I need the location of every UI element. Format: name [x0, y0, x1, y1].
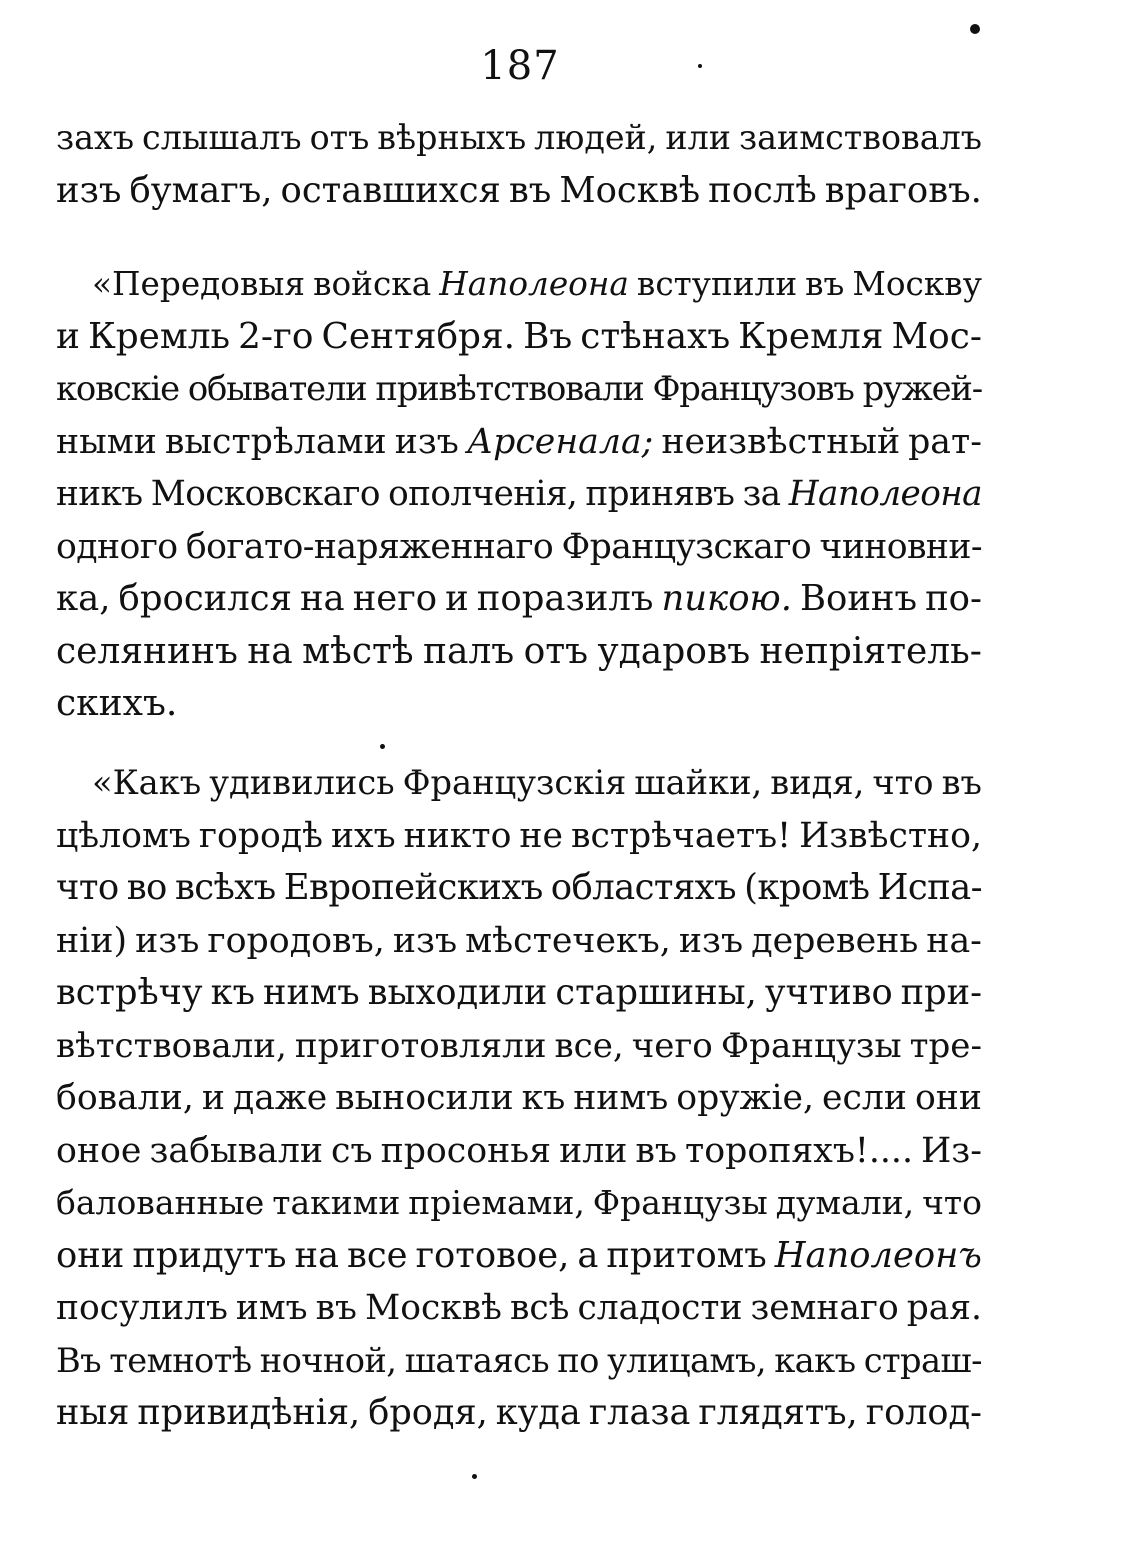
word: Испа- — [877, 867, 982, 908]
word: все, — [554, 1025, 624, 1066]
word: захъ — [56, 118, 135, 157]
word: такими — [272, 1183, 401, 1222]
word: цѣломъ — [56, 815, 191, 856]
word: приготовляли — [294, 1025, 547, 1066]
word: никто — [403, 815, 512, 856]
word: ными — [56, 421, 157, 462]
word: него — [352, 578, 438, 619]
text-line — [56, 468, 982, 521]
word: бросился — [118, 578, 292, 619]
text-line — [56, 810, 982, 863]
word: селянинъ — [56, 630, 238, 672]
word: на — [247, 630, 293, 672]
paragraph-3 — [56, 757, 982, 1440]
text-line — [56, 1177, 982, 1230]
word: Москву — [852, 265, 982, 303]
word: Из- — [921, 1130, 982, 1171]
word: привидѣнія, — [137, 1392, 361, 1433]
text-line — [56, 573, 982, 626]
word: неизвѣстный — [661, 421, 901, 462]
word: городовъ, — [207, 920, 385, 961]
word: «Передовыя — [92, 265, 306, 303]
word: Москвѣ — [559, 169, 701, 211]
word: имъ — [235, 1288, 308, 1328]
word: старшины, — [555, 972, 757, 1013]
word: улицамъ, — [607, 1340, 766, 1380]
word: бумагъ, — [129, 169, 273, 211]
word: они — [914, 1078, 982, 1118]
word: стѣнахъ — [580, 315, 731, 357]
word: притомъ — [606, 1234, 767, 1276]
word: (кромѣ — [744, 867, 870, 908]
word: ковскіе — [56, 369, 179, 408]
word: Французскія — [402, 763, 627, 802]
word: по- — [925, 578, 982, 619]
word: выносили — [335, 1078, 514, 1118]
word: оное — [56, 1130, 142, 1171]
word: посулилъ — [56, 1288, 228, 1328]
word: земнаго — [750, 1288, 899, 1328]
word: если — [822, 1078, 907, 1118]
text-line — [56, 311, 982, 364]
text-line — [56, 678, 982, 731]
word: тре- — [909, 1025, 982, 1066]
word: заимствовалъ — [738, 118, 982, 157]
word: на — [299, 578, 345, 619]
word: удивились — [209, 763, 395, 802]
word: встрѣчаетъ! — [570, 815, 792, 856]
word: въ — [941, 763, 982, 802]
word: въ — [508, 169, 552, 211]
word: какъ — [774, 1340, 856, 1380]
word: за — [742, 474, 781, 514]
word: Французскаго — [561, 526, 812, 567]
text-line — [56, 1282, 982, 1335]
word: или — [665, 118, 731, 157]
word: враговъ. — [824, 169, 982, 211]
word: въ — [635, 1130, 678, 1171]
word: придутъ — [132, 1234, 287, 1276]
word: съ — [331, 1130, 373, 1171]
word: учтиво — [764, 972, 893, 1013]
word: войска — [313, 265, 432, 303]
word: и — [201, 1078, 225, 1118]
word: вѣрныхъ — [377, 118, 527, 157]
word: оставшихся — [280, 169, 501, 211]
word: 2-го — [238, 315, 314, 357]
word: что — [56, 867, 119, 908]
word: видя, — [770, 763, 865, 802]
text-line — [56, 757, 982, 810]
word: людей, — [534, 118, 658, 157]
word: изъ — [678, 920, 744, 961]
word: скихъ. — [56, 683, 178, 724]
text-line — [56, 862, 982, 915]
word: во — [126, 867, 167, 908]
ink-speck — [472, 1474, 477, 1479]
ink-speck — [970, 24, 980, 34]
word: и — [445, 578, 469, 619]
word: Въ — [56, 1340, 101, 1380]
word: ружей- — [862, 369, 982, 408]
word: ночной, — [259, 1340, 397, 1380]
word: при- — [900, 972, 982, 1013]
text-line — [56, 521, 982, 574]
word: шатаясь — [404, 1340, 549, 1380]
word-italic: Арсенала; — [466, 421, 654, 462]
word: вѣтствовали, — [56, 1025, 287, 1066]
word-italic: Наполеонъ — [774, 1234, 982, 1276]
word: изъ — [56, 169, 122, 211]
word: непріятель- — [759, 630, 982, 672]
word: областяхъ — [550, 867, 736, 908]
word: всѣхъ — [174, 867, 276, 908]
word: чиновни- — [819, 526, 982, 567]
paragraph-1 — [56, 112, 982, 217]
word: въ — [315, 1288, 357, 1328]
word: всѣ — [509, 1288, 570, 1328]
word: не — [519, 815, 563, 856]
word: или — [559, 1130, 628, 1171]
text-line — [56, 416, 982, 469]
word: даже — [232, 1078, 328, 1118]
word: Сентября. — [321, 315, 516, 357]
word: все — [347, 1234, 408, 1276]
word: деревень — [751, 920, 919, 961]
word-italic: Наполеона — [788, 474, 982, 514]
word: Кремля — [738, 315, 884, 357]
word: встрѣчу — [56, 972, 203, 1013]
word: никъ — [56, 474, 143, 514]
word: пріемами, — [408, 1183, 585, 1222]
word: Французы — [720, 1025, 902, 1066]
word: ополченія, — [388, 474, 578, 514]
word: забывали — [149, 1130, 324, 1171]
word: ихъ — [331, 815, 396, 856]
word: глаза — [588, 1392, 691, 1433]
word: послѣ — [708, 169, 817, 211]
word: Извѣстно, — [799, 815, 982, 856]
word: одного — [56, 526, 178, 567]
word: торопяхъ!.... — [685, 1130, 913, 1171]
word: отъ — [309, 118, 370, 157]
text-line — [56, 363, 982, 416]
word: къ — [521, 1078, 566, 1118]
word: ныя — [56, 1392, 130, 1433]
word: мѣстѣ — [302, 630, 414, 672]
word: привѣтствовали — [375, 369, 644, 408]
word: по — [557, 1340, 599, 1380]
word: думали, — [775, 1183, 915, 1222]
word: Мос- — [891, 315, 982, 357]
word: выстрѣлами — [164, 421, 387, 462]
word: страш- — [863, 1340, 982, 1380]
text-line — [56, 112, 982, 165]
word: Французовъ — [652, 369, 854, 408]
word: просонья — [380, 1130, 552, 1171]
word: Европейскихъ — [283, 867, 543, 908]
text-line — [56, 165, 982, 218]
word: ка, — [56, 578, 111, 619]
word: что — [872, 763, 934, 802]
word: Въ — [523, 315, 573, 357]
word: Кремль — [87, 315, 231, 357]
word: изъ — [394, 421, 459, 462]
word: изъ — [135, 920, 200, 961]
word: рая. — [906, 1288, 982, 1328]
word: Москвѣ — [364, 1288, 502, 1328]
word: рат- — [908, 421, 982, 462]
ink-speck — [380, 744, 385, 749]
text-line — [56, 1020, 982, 1073]
word: поразилъ — [476, 578, 654, 619]
word: городѣ — [198, 815, 324, 856]
word: къ — [210, 972, 256, 1013]
word: принявъ — [585, 474, 735, 514]
word: глядятъ, — [698, 1392, 858, 1433]
word: оружіе, — [676, 1078, 815, 1118]
word: сладости — [577, 1288, 743, 1328]
ink-speck — [698, 64, 702, 68]
word: богато-наряженнаго — [185, 526, 554, 567]
text-line — [56, 915, 982, 968]
text-line — [56, 1335, 982, 1388]
word: палъ — [422, 630, 515, 672]
word: бовали, — [56, 1078, 194, 1118]
text-line — [56, 967, 982, 1020]
word: готовое, — [415, 1234, 570, 1276]
word: чего — [631, 1025, 713, 1066]
word: куда — [495, 1392, 581, 1433]
text-line — [56, 258, 982, 311]
word: и — [56, 315, 80, 357]
word: они — [56, 1234, 125, 1276]
word: Воинъ — [799, 578, 918, 619]
word: на- — [926, 920, 982, 961]
word: а — [577, 1234, 599, 1276]
word: изъ — [392, 920, 458, 961]
word: балованные — [56, 1183, 265, 1222]
word: что — [922, 1183, 982, 1222]
word: бродя, — [368, 1392, 488, 1433]
page-number: 187 — [480, 43, 560, 89]
paragraph-2 — [56, 258, 982, 731]
word: на — [294, 1234, 340, 1276]
word: «Какъ — [92, 763, 202, 802]
word: нимъ — [263, 972, 360, 1013]
word: голод- — [865, 1392, 982, 1433]
text-line — [56, 1230, 982, 1283]
word: темнотѣ — [109, 1340, 252, 1380]
word-italic: пикою. — [661, 578, 792, 619]
word: шайки, — [634, 763, 763, 802]
text-line — [56, 1125, 982, 1178]
text-line — [56, 1072, 982, 1125]
word: мѣстечекъ, — [465, 920, 671, 961]
word: въ — [805, 265, 845, 303]
word: обыватели — [187, 369, 367, 408]
word: Французы — [592, 1183, 768, 1222]
word: ударовъ — [597, 630, 751, 672]
text-line — [56, 626, 982, 679]
word: отъ — [523, 630, 589, 672]
word-italic: Наполеона — [439, 265, 629, 303]
word: слышалъ — [142, 118, 302, 157]
text-line — [56, 1387, 982, 1440]
word: нимъ — [573, 1078, 669, 1118]
word: выходили — [367, 972, 548, 1013]
word: ніи) — [56, 920, 128, 961]
word: вступили — [636, 265, 798, 303]
word: Московскаго — [150, 474, 380, 514]
